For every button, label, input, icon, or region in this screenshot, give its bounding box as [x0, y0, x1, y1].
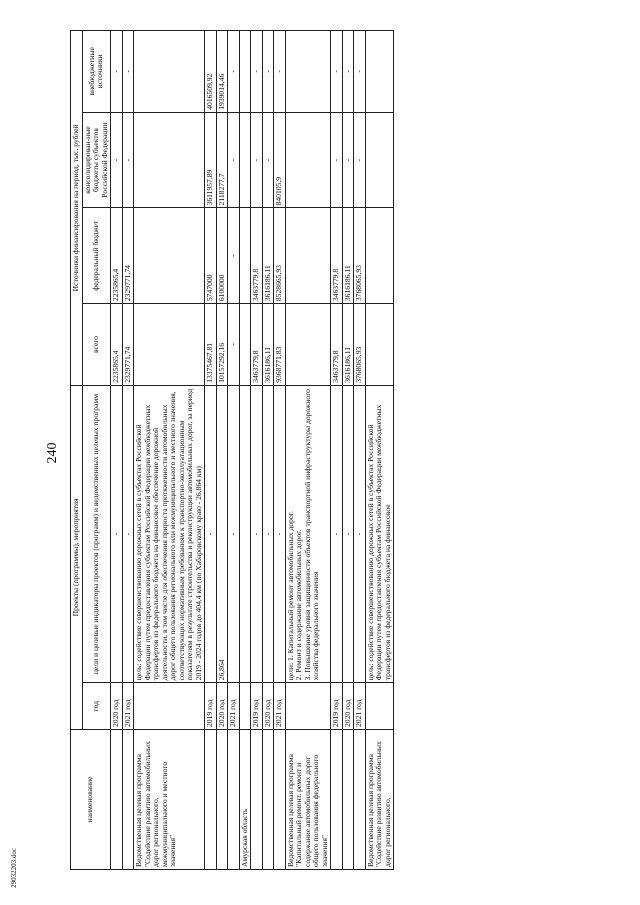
cell-name — [274, 729, 286, 869]
cell-regional — [285, 112, 331, 208]
table-row — [342, 31, 354, 870]
cell-goal: - — [331, 385, 343, 683]
cell-federal — [134, 208, 205, 304]
cell-total — [134, 304, 205, 386]
cell-regional — [239, 112, 251, 208]
header-goals: цели и целевые индикаторы проектов (программ) и ведомственных целевых программ — [82, 385, 111, 683]
cell-goal: цель: содействие совершенствованию дорожных сетей в субъектах Российской Федерации путем предоставления субъектам Российской Федерации межбюджетных трансфертов из федерального бюджета на финансовое — [365, 385, 394, 683]
cell-regional: - — [228, 112, 240, 208]
cell-goal: 26,864 — [216, 385, 228, 683]
cell-goal: - — [354, 385, 366, 683]
cell-total: 2235865,4 — [111, 304, 123, 386]
cell-regional — [134, 112, 205, 208]
cell-year: 2019 год — [251, 683, 263, 730]
cell-total: 13375467,81 — [205, 304, 217, 386]
cell-extra: - — [331, 31, 343, 113]
cell-name — [262, 729, 274, 869]
header-extra: внебюджетные источники — [82, 31, 111, 113]
cell-goal: - — [251, 385, 263, 683]
cell-year: 2020 год — [111, 683, 123, 730]
table-row — [365, 31, 394, 870]
cell-federal: 3768065,93 — [354, 208, 366, 304]
cell-regional: - — [122, 112, 134, 208]
cell-total: 10157292,16 — [216, 304, 228, 386]
cell-regional: 840105,9 — [274, 112, 286, 208]
cell-total: 3616186,11 — [342, 304, 354, 386]
table-row — [205, 31, 217, 870]
cell-goal: - — [228, 385, 240, 683]
table-row — [111, 31, 123, 870]
cell-total — [285, 304, 331, 386]
cell-extra: - — [274, 31, 286, 113]
cell-federal: 2235865,4 — [111, 208, 123, 304]
cell-regional: 3611957,89 — [205, 112, 217, 208]
cell-extra: - — [342, 31, 354, 113]
cell-federal — [285, 208, 331, 304]
cell-goal: - — [122, 385, 134, 683]
cell-total: 3616186,11 — [262, 304, 274, 386]
page-number: 240 — [45, 442, 60, 464]
table-row — [285, 31, 331, 870]
cell-year: 2019 год — [331, 683, 343, 730]
cell-year: 2021 год — [228, 683, 240, 730]
cell-goal: - — [274, 385, 286, 683]
table-row — [251, 31, 263, 870]
cell-extra: - — [251, 31, 263, 113]
cell-federal: 6100000 — [216, 208, 228, 304]
cell-year — [285, 683, 331, 730]
cell-year — [239, 683, 251, 730]
cell-total: 3463779,8 — [251, 304, 263, 386]
cell-regional: - — [111, 112, 123, 208]
header-name: наименование — [71, 729, 111, 869]
cell-goal: цели: 1. Капитальный ремонт автомобильных дорог. 2. Ремонт и содержание автомобильных дорог. 3. Повышение уровня защищенности объектов транспортной инфраструктуры дорожного хозяйства федерального значения — [285, 385, 331, 683]
table-row — [122, 31, 134, 870]
cell-total: 9368771,83 — [274, 304, 286, 386]
cell-extra — [365, 31, 394, 113]
cell-federal: 3463779,8 — [251, 208, 263, 304]
rotated-table-container — [70, 30, 590, 870]
table-row — [239, 31, 251, 870]
cell-name — [216, 729, 228, 869]
cell-extra: - — [111, 31, 123, 113]
financing-table — [70, 30, 394, 870]
cell-federal: 3463779,8 — [331, 208, 343, 304]
cell-regional: - — [262, 112, 274, 208]
table-body — [111, 31, 394, 870]
cell-name — [122, 729, 134, 869]
cell-goal — [239, 385, 251, 683]
cell-federal — [239, 208, 251, 304]
cell-federal: - — [228, 208, 240, 304]
cell-federal: 5747000 — [205, 208, 217, 304]
table-row — [262, 31, 274, 870]
cell-extra — [239, 31, 251, 113]
cell-name — [342, 729, 354, 869]
cell-total — [365, 304, 394, 386]
table-row — [216, 31, 228, 870]
cell-name: Ведомственная целевая программа "Содействие развитию автомобильных дорог регионального, — [365, 729, 394, 869]
cell-regional: - — [342, 112, 354, 208]
cell-name: Ведомственная целевая программа "Капитальный ремонт, ремонт и содержание автомобильных дорог общего пользования федерального значения" — [285, 729, 331, 869]
cell-regional: - — [251, 112, 263, 208]
cell-extra: - — [262, 31, 274, 113]
cell-goal: - — [262, 385, 274, 683]
cell-total — [239, 304, 251, 386]
cell-extra: 1939014,46 — [216, 31, 228, 113]
cell-year: 2020 год — [342, 683, 354, 730]
cell-name: Амурская область — [239, 729, 251, 869]
cell-total: 2329771,74 — [122, 304, 134, 386]
cell-regional: 2118277,7 — [216, 112, 228, 208]
header-year: год — [82, 683, 111, 730]
cell-year: 2020 год — [262, 683, 274, 730]
cell-name: Ведомственная целевая программа "Содействие развитию автомобильных дорог регионального, межмуниципального и местного значения" — [134, 729, 205, 869]
cell-federal — [365, 208, 394, 304]
cell-goal: - — [111, 385, 123, 683]
cell-name — [331, 729, 343, 869]
cell-extra: - — [228, 31, 240, 113]
table-row — [354, 31, 366, 870]
table-row — [331, 31, 343, 870]
cell-extra: - — [122, 31, 134, 113]
cell-extra — [134, 31, 205, 113]
cell-total: 3768065,93 — [354, 304, 366, 386]
cell-year: 2020 год — [216, 683, 228, 730]
cell-year: 2021 год — [122, 683, 134, 730]
cell-federal: 2329771,74 — [122, 208, 134, 304]
cell-regional — [365, 112, 394, 208]
header-total: всего — [82, 304, 111, 386]
table-row — [274, 31, 286, 870]
cell-total: 3463779,8 — [331, 304, 343, 386]
cell-year — [134, 683, 205, 730]
cell-year — [365, 683, 394, 730]
cell-year: 2021 год — [274, 683, 286, 730]
cell-name — [205, 729, 217, 869]
cell-goal: - — [205, 385, 217, 683]
cell-name — [251, 729, 263, 869]
cell-regional: - — [354, 112, 366, 208]
cell-year: 2021 год — [354, 683, 366, 730]
cell-goal: - — [342, 385, 354, 683]
cell-goal: цель: содействие совершенствованию дорожных сетей в субъектах Российской Федерации путем предоставления субъектам Российской Федерации межбюджетных трансфертов из федерального бюджета на финансовое обеспечение дорожной деятельности, в том числе для обеспечения прироста протяженности автомобильных дорог общего пользования регионального или межмуниципального и местного значения, соответствующих нормативным требованиям к транспортно-эксплуатационным показателям в результате строительства и реконструкции автомобильных дорог, за период 2019 - 2024 годов до 404,4 км (по Хабаровскому краю - 26,864 км) — [134, 385, 205, 683]
cell-federal: 8528665,93 — [274, 208, 286, 304]
cell-extra: 4016509,92 — [205, 31, 217, 113]
cell-regional: - — [331, 112, 343, 208]
cell-year: 2019 год — [205, 683, 217, 730]
cell-federal: 3616186,11 — [342, 208, 354, 304]
cell-federal: 3616186,11 — [262, 208, 274, 304]
cell-extra: - — [354, 31, 366, 113]
footer-filename: 29032203.doc — [10, 848, 18, 888]
cell-name — [354, 729, 366, 869]
header-sources-group: Источники финансирования на период, тыс. рублей — [71, 31, 83, 386]
header-federal: федеральный бюджет — [82, 208, 111, 304]
header-regional: консолидирован-ные бюджеты субъектов Российской Федерации — [82, 112, 111, 208]
cell-name — [111, 729, 123, 869]
table-row — [134, 31, 205, 870]
table-row — [228, 31, 240, 870]
cell-name — [228, 729, 240, 869]
cell-total: - — [228, 304, 240, 386]
cell-extra — [285, 31, 331, 113]
header-projects-group: Проекты (программы), мероприятия — [71, 385, 83, 729]
